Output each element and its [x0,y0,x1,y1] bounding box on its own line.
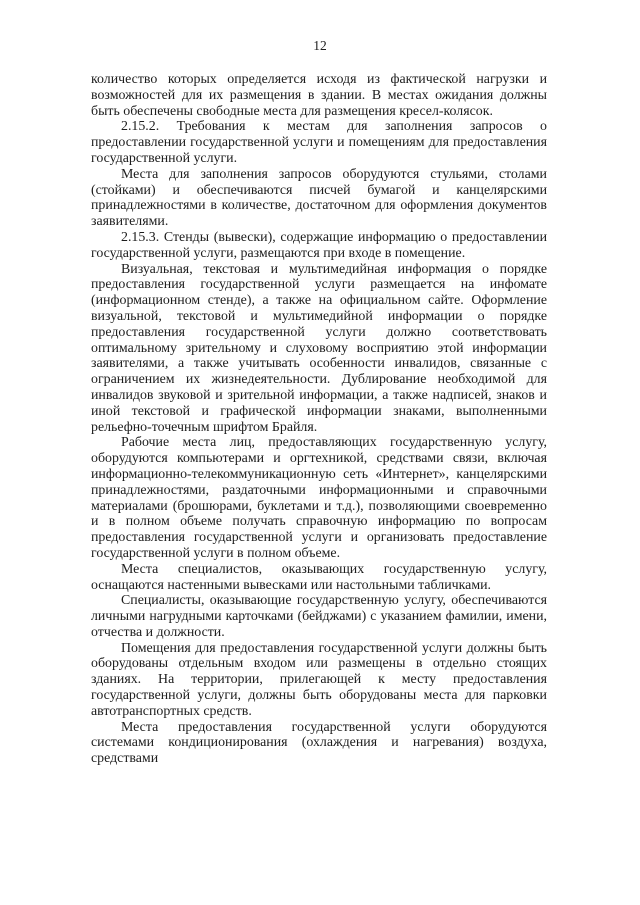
paragraph-specialist-places: Места специалистов, оказывающих государственную услугу, оснащаются настенными вывесками или настольными табличками. [91,561,547,593]
paragraph-workplaces: Рабочие места лиц, предоставляющих государственную услугу, оборудуются компьютерами и оргтехникой, средствами связи, включая информационно-телекоммуникационную сеть «Интернет», канцелярскими принадлежностями, раздаточными информационными и справочными материалами (брошюрами, буклетами и т.д.), позволяющими своевременно и в полном объеме получать справочную информацию по вопросам предоставления государственной услуги и организовать предоставление государственной услуги в полном объеме. [91,435,547,561]
document-body [91,72,547,767]
paragraph-visual-information: Визуальная, текстовая и мультимедийная информация о порядке предоставления государственной услуги размещается на инфомате (информационном стенде), а также на официальном сайте. Оформление визуальной, текстовой и мультимедийной информации о порядке предоставления государственной услуги должно соответствовать оптимальному зрительному и слуховому восприятию этой информации заявителями, а также учитывать особенности инвалидов, связанные с ограничением их жизнедеятельности. Дублирование необходимой для инвалидов звуковой и зрительной информации, а также надписей, знаков и иной текстовой и графической информации знаками, выполненными рельефно-точечным шрифтом Брайля. [91,261,547,435]
paragraph-specialist-badges: Специалисты, оказывающие государственную услугу, обеспечиваются личными нагрудными карточками (бейджами) с указанием фамилии, имени, отчества и должности. [91,593,547,640]
paragraph-air-conditioning: Места предоставления государственной услуги оборудуются системами кондиционирования (охлаждения и нагревания) воздуха, средствами [91,719,547,767]
page-number: 12 [313,38,327,53]
paragraph-premises-entrance: Помещения для предоставления государственной услуги должны быть оборудованы отдельным входом или размещены в отдельно стоящих зданиях. На территории, прилегающей к месту предоставления государственной услуги, должны быть оборудованы места для парковки автотранспортных средств. [91,640,547,719]
paragraph-request-forms-places: Места для заполнения запросов оборудуются стульями, столами (стойками) и обеспечиваются писчей бумагой и канцелярскими принадлежностями в количестве, достаточном для оформления документов заявителями. [91,166,547,230]
paragraph-2-15-3: 2.15.3. Стенды (вывески), содержащие информацию о предоставлении государственной услуги, размещаются при входе в помещение. [91,229,547,261]
paragraph-2-15-2: 2.15.2. Требования к местам для заполнения запросов о предоставлении государственной услуги и помещениям для предоставления государственной услуги. [91,119,547,166]
paragraph-places-waiting-continued: количество которых определяется исходя из фактической нагрузки и возможностей для их размещения в здании. В местах ожидания должны быть обеспечены свободные места для размещения кресел-колясок. [91,72,547,119]
